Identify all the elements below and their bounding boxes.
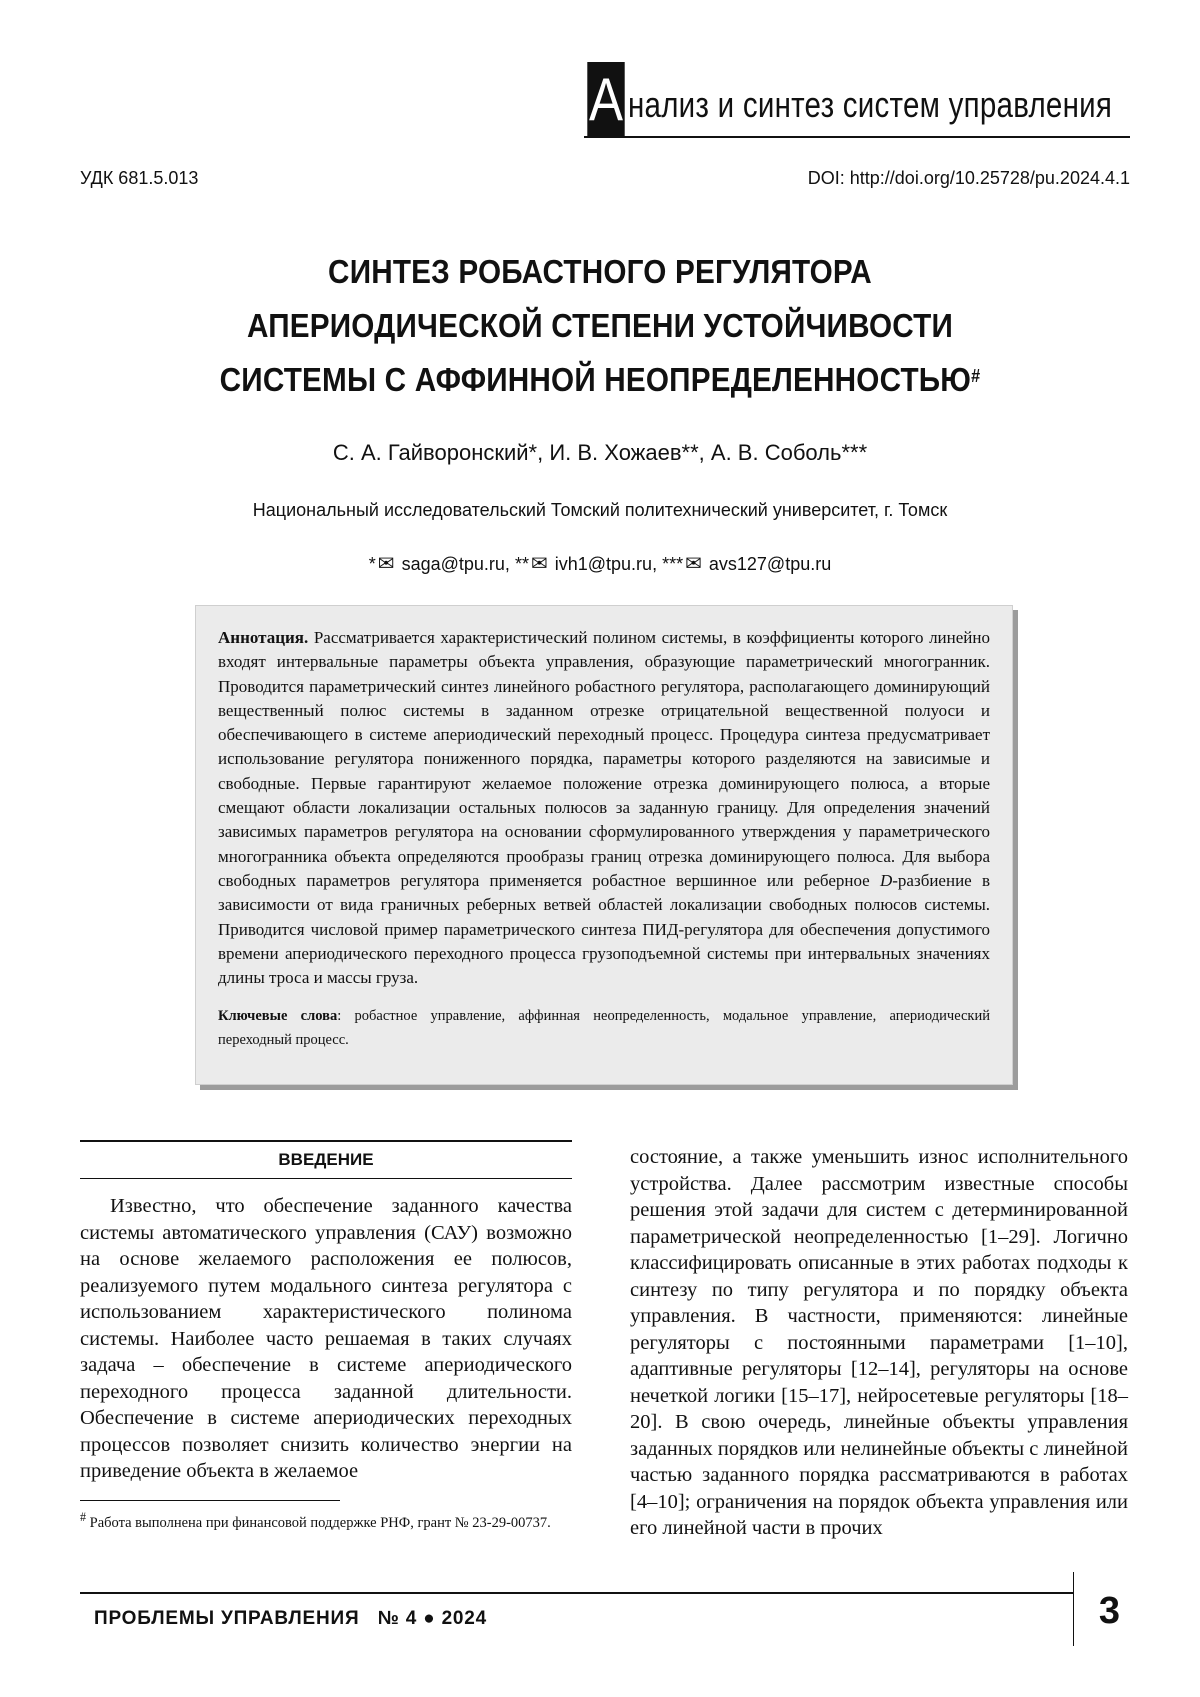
journal-title: ПРОБЛЕМЫ УПРАВЛЕНИЯ [94, 1608, 360, 1629]
footnote-text: Работа выполнена при финансовой поддержке РНФ, грант № 23-29-00737. [86, 1514, 551, 1531]
page-footer [80, 1592, 1128, 1646]
authors: С. А. Гайворонский*, И. В. Хожаев**, А. В. Соболь*** [332, 440, 868, 465]
affiliation: Национальный исследовательский Томский политехнический университет, г. Томск [252, 500, 948, 520]
abstract-d-letter: D [879, 870, 893, 890]
footer-divider [1073, 1572, 1075, 1646]
title-footnote-mark: # [971, 366, 981, 386]
email-2-prefix: ** [514, 554, 529, 574]
intro-paragraph-left: Известно, что обеспечение заданного качества системы автоматического управления (САУ) возможно на основе желаемого расположения ее полюсов, реализуемого путем модального синтеза регулятора с использованием характеристического полинома системы. Наиболее часто решаемая в таких случаях задача – обеспечение в системе апериодического переходного процесса заданной длительности. Обеспечение в системе апериодических переходных процессов позволяет снизить количество энергии на приведение объекта в желаемое [80, 1195, 572, 1482]
page-number: 3 [1098, 1590, 1120, 1632]
keywords-list: : робастное управление, аффинная неопределенность, модальное управление, апериодический переходный процесс. [218, 1008, 990, 1049]
running-header-rule [584, 136, 1130, 138]
running-header-initial: А [587, 62, 624, 138]
doi[interactable]: DOI: http://doi.org/10.25728/pu.2024.4.1 [807, 168, 1130, 188]
abstract-box [195, 605, 1013, 1085]
email-3[interactable]: avs127@tpu.ru [708, 554, 832, 574]
title-line-1: СИНТЕЗ РОБАСТНОГО РЕГУЛЯТОРА [328, 253, 872, 290]
abstract-body-b: -разбиение в зависимости от вида граничных реберных ветвей областей локализации свободных полюсов системы. Приводится числовой пример параметрического синтеза ПИД-регулятора для обеспечения допустимого времени апериодического переходного процесса грузоподъемной системы при интервальных значениях длины троса и массы груза. [218, 870, 991, 988]
footnote-mark: # [80, 1510, 87, 1524]
running-header [584, 62, 1130, 138]
footer-rule [80, 1592, 1074, 1594]
email-2[interactable]: ivh1@tpu.ru [554, 554, 653, 574]
abstract-body-a: Рассматривается характеристический полином системы, в коэффициенты которого линейно входят интервальные параметры объекта управления, образующие параметрический многогранник. Проводится параметрический синтез линейного робастного регулятора, располагающего доминирующий вещественный полюс системы в заданном отрезке отрицательной вещественной полуоси и обеспечивающего в системе апериодический переходный процесс. Процедура синтеза предусматривает использование регулятора пониженного порядка, параметры которого разделяются на зависимые и свободные. Первые гарантируют желаемое положение отрезка доминирующего полюса, а вторые смещают области локализации остальных полюсов за заданную границу. Для определения значений зависимых параметров регулятора на основании сформулированного утверждения у параметрического многогранника объекта определяются прообразы границ отрезка доминирующего полюса. Для выбора свободных параметров регулятора применяется робастное вершинное или реберное [218, 628, 990, 890]
article-title [100, 245, 1100, 407]
envelope-icon: ✉ [377, 553, 395, 575]
keywords-label: Ключевые слова [218, 1008, 338, 1025]
journal-issue: № 4 ● 2024 [377, 1608, 488, 1629]
footnote-rule [80, 1500, 340, 1501]
udc-code: УДК 681.5.013 [80, 168, 199, 188]
intro-paragraph-right: состояние, а также уменьшить износ исполнительного устройства. Далее рассмотрим известные способы решения этой задачи для систем с детерминированной параметрической неопределенностью [1–29]. Логично классифицировать описанные в этих работах подходы к синтезу по типу регулятора и по порядку объекта управления. В частности, применяются: линейные регуляторы с постоянными параметрами [1–10], адаптивные регуляторы [12–14], регуляторы на основе нечеткой логики [15–17], нейросетевые регуляторы [18–20]. В свою очередь, линейные объекты управления заданных порядков или нелинейные объекты с линейной частью заданного порядка рассматриваются в работах [4–10]; ограничения на порядок объекта управления или его линейной части в прочих [630, 1146, 1128, 1539]
title-line-3 [150, 353, 1050, 407]
envelope-icon: ✉ [530, 553, 548, 575]
author-emails: * ✉ saga@tpu.ru, ** ✉ ivh1@tpu.ru, *** ✉ avs127@tpu.ru [368, 553, 832, 575]
footnote [80, 1500, 572, 1533]
email-3-prefix: *** [662, 554, 684, 574]
email-1[interactable]: saga@tpu.ru [401, 554, 505, 574]
journal-name [94, 1608, 487, 1630]
keywords [218, 1004, 990, 1052]
running-header-text: нализ и синтез систем управления [628, 84, 1113, 125]
abstract-label: Аннотация. [218, 628, 309, 647]
envelope-icon: ✉ [685, 553, 702, 575]
abstract-text [218, 626, 990, 990]
title-line-3-text: СИСТЕМЫ С АФФИННОЙ НЕОПРЕДЕЛЕННОСТЬЮ [219, 361, 972, 398]
title-line-2: АПЕРИОДИЧЕСКОЙ СТЕПЕНИ УСТОЙЧИВОСТИ [247, 307, 953, 344]
right-column [630, 1144, 1128, 1542]
left-column [80, 1140, 572, 1485]
section-heading: ВВЕДЕНИЕ [80, 1140, 572, 1179]
email-1-prefix: * [368, 554, 376, 574]
